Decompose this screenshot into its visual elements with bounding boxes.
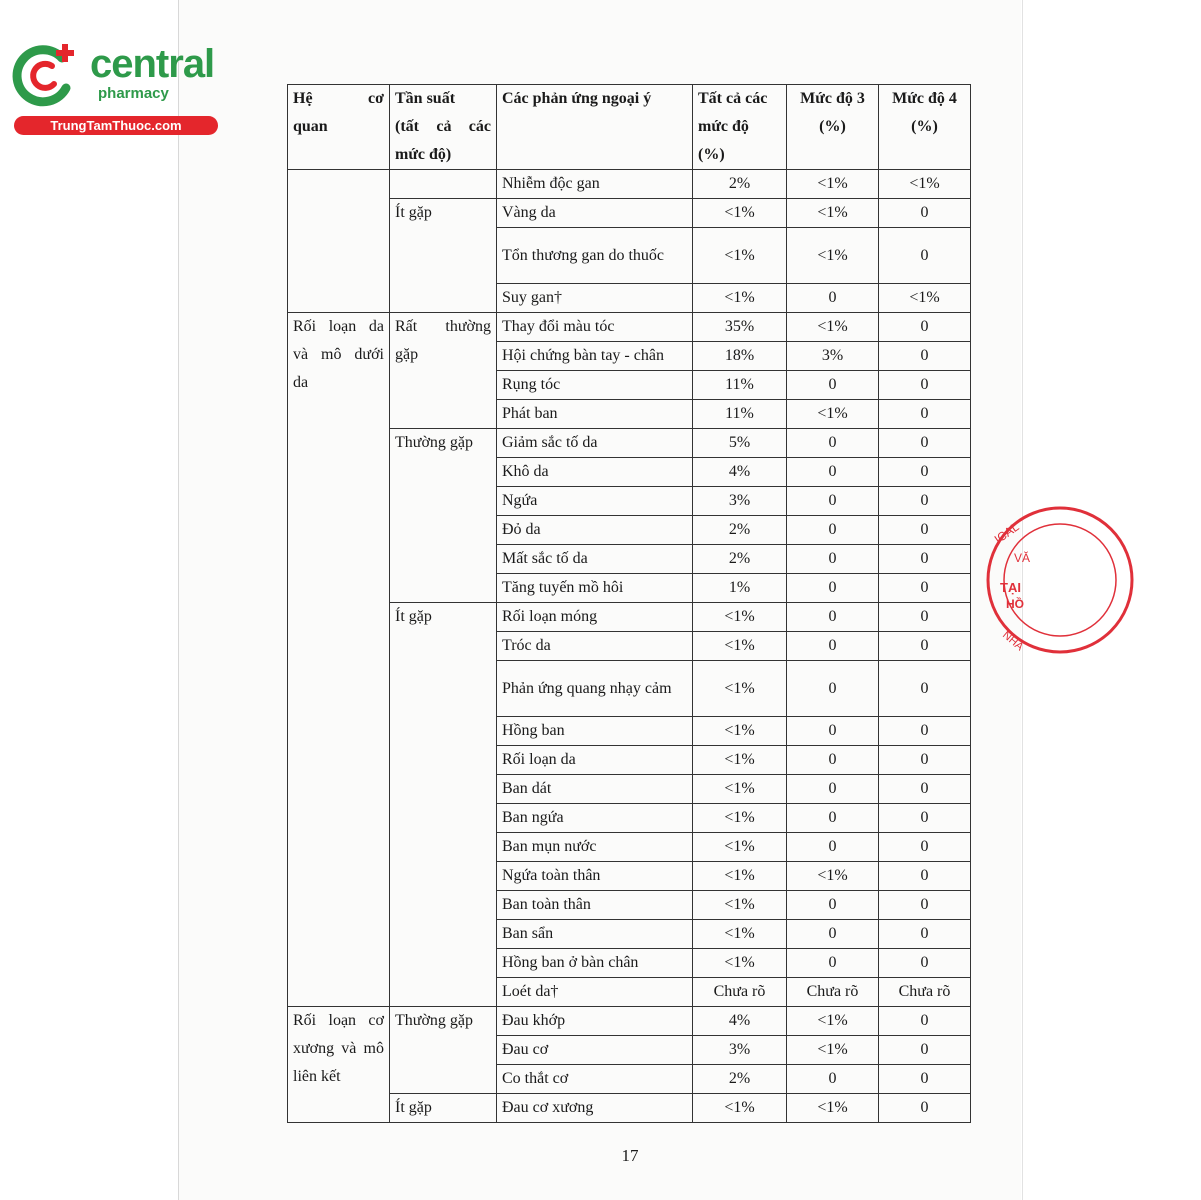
grade-4-cell: 0: [879, 746, 971, 775]
all-grades-cell: 35%: [693, 313, 787, 342]
all-grades-cell: <1%: [693, 804, 787, 833]
all-grades-cell: <1%: [693, 920, 787, 949]
all-grades-cell: 11%: [693, 400, 787, 429]
reaction-name-cell: Ngứa toàn thân: [497, 862, 693, 891]
all-grades-cell: 2%: [693, 545, 787, 574]
grade-4-cell: 0: [879, 833, 971, 862]
reaction-name-cell: Loét da†: [497, 978, 693, 1007]
reaction-name-cell: Tăng tuyến mồ hôi: [497, 574, 693, 603]
grade-3-cell: <1%: [787, 1094, 879, 1123]
system-organ-class-cell: Rối loạn cơ xương và mô liên kết: [288, 1007, 390, 1123]
table-row: [288, 1007, 971, 1036]
reaction-name-cell: Nhiễm độc gan: [497, 170, 693, 199]
all-grades-cell: <1%: [693, 717, 787, 746]
reaction-name-cell: Giảm sắc tố da: [497, 429, 693, 458]
grade-4-cell: 0: [879, 574, 971, 603]
logo-subtitle: pharmacy: [98, 85, 169, 102]
grade-4-cell: 0: [879, 632, 971, 661]
all-grades-cell: 11%: [693, 371, 787, 400]
header-all-grades: Tất cả các mức độ (%): [693, 85, 787, 170]
reaction-name-cell: Ban dát: [497, 775, 693, 804]
adverse-reactions-body: [288, 170, 971, 1123]
reaction-name-cell: Ban sẩn: [497, 920, 693, 949]
grade-4-cell: 0: [879, 545, 971, 574]
grade-3-cell: 0: [787, 574, 879, 603]
central-pharmacy-logo[interactable]: [10, 38, 220, 138]
reaction-name-cell: Phát ban: [497, 400, 693, 429]
logo-mark-icon: [10, 38, 82, 110]
stamp-seal-icon: [980, 500, 1070, 660]
all-grades-cell: <1%: [693, 746, 787, 775]
reaction-name-cell: Đau cơ xương: [497, 1094, 693, 1123]
grade-3-cell: <1%: [787, 199, 879, 228]
grade-3-cell: 0: [787, 746, 879, 775]
grade-4-cell: 0: [879, 199, 971, 228]
grade-4-cell: <1%: [879, 170, 971, 199]
grade-4-cell: 0: [879, 775, 971, 804]
grade-3-cell: 0: [787, 284, 879, 313]
all-grades-cell: 4%: [693, 1007, 787, 1036]
all-grades-cell: 18%: [693, 342, 787, 371]
reaction-name-cell: Tróc da: [497, 632, 693, 661]
grade-3-cell: 0: [787, 949, 879, 978]
frequency-cell: Thường gặp: [390, 429, 497, 603]
reaction-name-cell: Hồng ban: [497, 717, 693, 746]
all-grades-cell: 3%: [693, 1036, 787, 1065]
all-grades-cell: <1%: [693, 833, 787, 862]
reaction-name-cell: Tổn thương gan do thuốc: [497, 228, 693, 284]
reaction-name-cell: Suy gan†: [497, 284, 693, 313]
frequency-cell: Thường gặp: [390, 1007, 497, 1094]
grade-4-cell: 0: [879, 891, 971, 920]
header-system-organ-class: [288, 85, 390, 170]
grade-3-cell: <1%: [787, 400, 879, 429]
grade-3-cell: Chưa rõ: [787, 978, 879, 1007]
system-organ-class-cell: [288, 170, 390, 313]
all-grades-cell: 2%: [693, 1065, 787, 1094]
reaction-name-cell: Rụng tóc: [497, 371, 693, 400]
grade-3-cell: 3%: [787, 342, 879, 371]
grade-3-cell: <1%: [787, 170, 879, 199]
all-grades-cell: <1%: [693, 661, 787, 717]
grade-3-cell: 0: [787, 429, 879, 458]
grade-3-cell: 0: [787, 458, 879, 487]
reaction-name-cell: Khô da: [497, 458, 693, 487]
reaction-name-cell: Đau cơ: [497, 1036, 693, 1065]
grade-3-cell: 0: [787, 1065, 879, 1094]
grade-3-cell: 0: [787, 717, 879, 746]
svg-text:VĂ: VĂ: [1014, 551, 1031, 565]
all-grades-cell: Chưa rõ: [693, 978, 787, 1007]
grade-4-cell: <1%: [879, 284, 971, 313]
grade-4-cell: 0: [879, 313, 971, 342]
reaction-name-cell: Co thắt cơ: [497, 1065, 693, 1094]
grade-3-cell: 0: [787, 775, 879, 804]
grade-4-cell: 0: [879, 862, 971, 891]
grade-4-cell: 0: [879, 603, 971, 632]
header-frequency: Tần suất (tất cả các mức độ): [390, 85, 497, 170]
all-grades-cell: 2%: [693, 170, 787, 199]
all-grades-cell: <1%: [693, 949, 787, 978]
grade-3-cell: 0: [787, 920, 879, 949]
all-grades-cell: <1%: [693, 199, 787, 228]
logo-website: TrungTamThuoc.com: [14, 116, 218, 135]
svg-text:HỒ: HỒ: [1006, 597, 1024, 611]
frequency-cell: Ít gặp: [390, 199, 497, 313]
reaction-name-cell: Rối loạn móng: [497, 603, 693, 632]
header-reaction: Các phản ứng ngoại ý: [497, 85, 693, 170]
grade-3-cell: 0: [787, 516, 879, 545]
table-row: [288, 199, 971, 228]
table-row: [288, 1094, 971, 1123]
all-grades-cell: 3%: [693, 487, 787, 516]
grade-4-cell: 0: [879, 458, 971, 487]
grade-4-cell: 0: [879, 920, 971, 949]
reaction-name-cell: Phản ứng quang nhạy cảm: [497, 661, 693, 717]
grade-4-cell: 0: [879, 487, 971, 516]
grade-4-cell: 0: [879, 661, 971, 717]
all-grades-cell: <1%: [693, 632, 787, 661]
grade-3-cell: 0: [787, 804, 879, 833]
reaction-name-cell: Hội chứng bàn tay - chân: [497, 342, 693, 371]
all-grades-cell: 4%: [693, 458, 787, 487]
grade-4-cell: 0: [879, 371, 971, 400]
reaction-name-cell: Mất sắc tố da: [497, 545, 693, 574]
frequency-cell: Rất thường gặp: [390, 313, 497, 429]
all-grades-cell: <1%: [693, 1094, 787, 1123]
grade-4-cell: 0: [879, 1007, 971, 1036]
grade-4-cell: 0: [879, 1065, 971, 1094]
svg-text:ICAL: ICAL: [991, 519, 1022, 547]
reaction-name-cell: Hồng ban ở bàn chân: [497, 949, 693, 978]
table-row: [288, 429, 971, 458]
table-row: [288, 170, 971, 199]
table-row: [288, 603, 971, 632]
frequency-cell: [390, 170, 497, 199]
system-organ-class-cell: Rối loạn da và mô dưới da: [288, 313, 390, 1007]
all-grades-cell: <1%: [693, 862, 787, 891]
header-system-line1: Hệ cơ: [293, 90, 384, 107]
grade-3-cell: <1%: [787, 228, 879, 284]
adverse-reactions-table: [287, 84, 971, 1123]
all-grades-cell: <1%: [693, 284, 787, 313]
table-row: [288, 313, 971, 342]
reaction-name-cell: Ban ngứa: [497, 804, 693, 833]
table-header-row: [288, 85, 971, 170]
grade-4-cell: 0: [879, 717, 971, 746]
header-grade-4: Mức độ 4 (%): [879, 85, 971, 170]
grade-3-cell: 0: [787, 632, 879, 661]
grade-4-cell: 0: [879, 429, 971, 458]
svg-text:TẠI: TẠI: [1000, 580, 1021, 595]
official-stamp: [980, 500, 1031, 660]
reaction-name-cell: Ban toàn thân: [497, 891, 693, 920]
all-grades-cell: <1%: [693, 891, 787, 920]
reaction-name-cell: Ban mụn nước: [497, 833, 693, 862]
grade-3-cell: 0: [787, 661, 879, 717]
grade-4-cell: 0: [879, 1036, 971, 1065]
grade-4-cell: 0: [879, 400, 971, 429]
grade-3-cell: <1%: [787, 313, 879, 342]
grade-4-cell: 0: [879, 342, 971, 371]
reaction-name-cell: Đau khớp: [497, 1007, 693, 1036]
frequency-cell: Ít gặp: [390, 1094, 497, 1123]
grade-4-cell: 0: [879, 804, 971, 833]
frequency-cell: Ít gặp: [390, 603, 497, 1007]
all-grades-cell: 1%: [693, 574, 787, 603]
grade-4-cell: 0: [879, 516, 971, 545]
page-left-margin: [0, 0, 179, 1200]
grade-3-cell: <1%: [787, 1007, 879, 1036]
header-grade-3: Mức độ 3 (%): [787, 85, 879, 170]
grade-3-cell: <1%: [787, 862, 879, 891]
grade-3-cell: 0: [787, 487, 879, 516]
grade-4-cell: 0: [879, 949, 971, 978]
reaction-name-cell: Đỏ da: [497, 516, 693, 545]
reaction-name-cell: Ngứa: [497, 487, 693, 516]
all-grades-cell: 5%: [693, 429, 787, 458]
grade-3-cell: 0: [787, 545, 879, 574]
grade-4-cell: 0: [879, 1094, 971, 1123]
grade-4-cell: Chưa rõ: [879, 978, 971, 1007]
logo-wordmark: central: [90, 42, 215, 86]
all-grades-cell: <1%: [693, 775, 787, 804]
svg-text:NHA: NHA: [1000, 629, 1026, 654]
grade-3-cell: 0: [787, 603, 879, 632]
page-number: 17: [621, 1146, 639, 1165]
reaction-name-cell: Vàng da: [497, 199, 693, 228]
grade-4-cell: 0: [879, 228, 971, 284]
grade-3-cell: 0: [787, 833, 879, 862]
header-system-line2: quan: [293, 118, 328, 135]
reaction-name-cell: Rối loạn da: [497, 746, 693, 775]
all-grades-cell: 2%: [693, 516, 787, 545]
all-grades-cell: <1%: [693, 228, 787, 284]
all-grades-cell: <1%: [693, 603, 787, 632]
grade-3-cell: 0: [787, 891, 879, 920]
grade-3-cell: 0: [787, 371, 879, 400]
grade-3-cell: <1%: [787, 1036, 879, 1065]
reaction-name-cell: Thay đổi màu tóc: [497, 313, 693, 342]
